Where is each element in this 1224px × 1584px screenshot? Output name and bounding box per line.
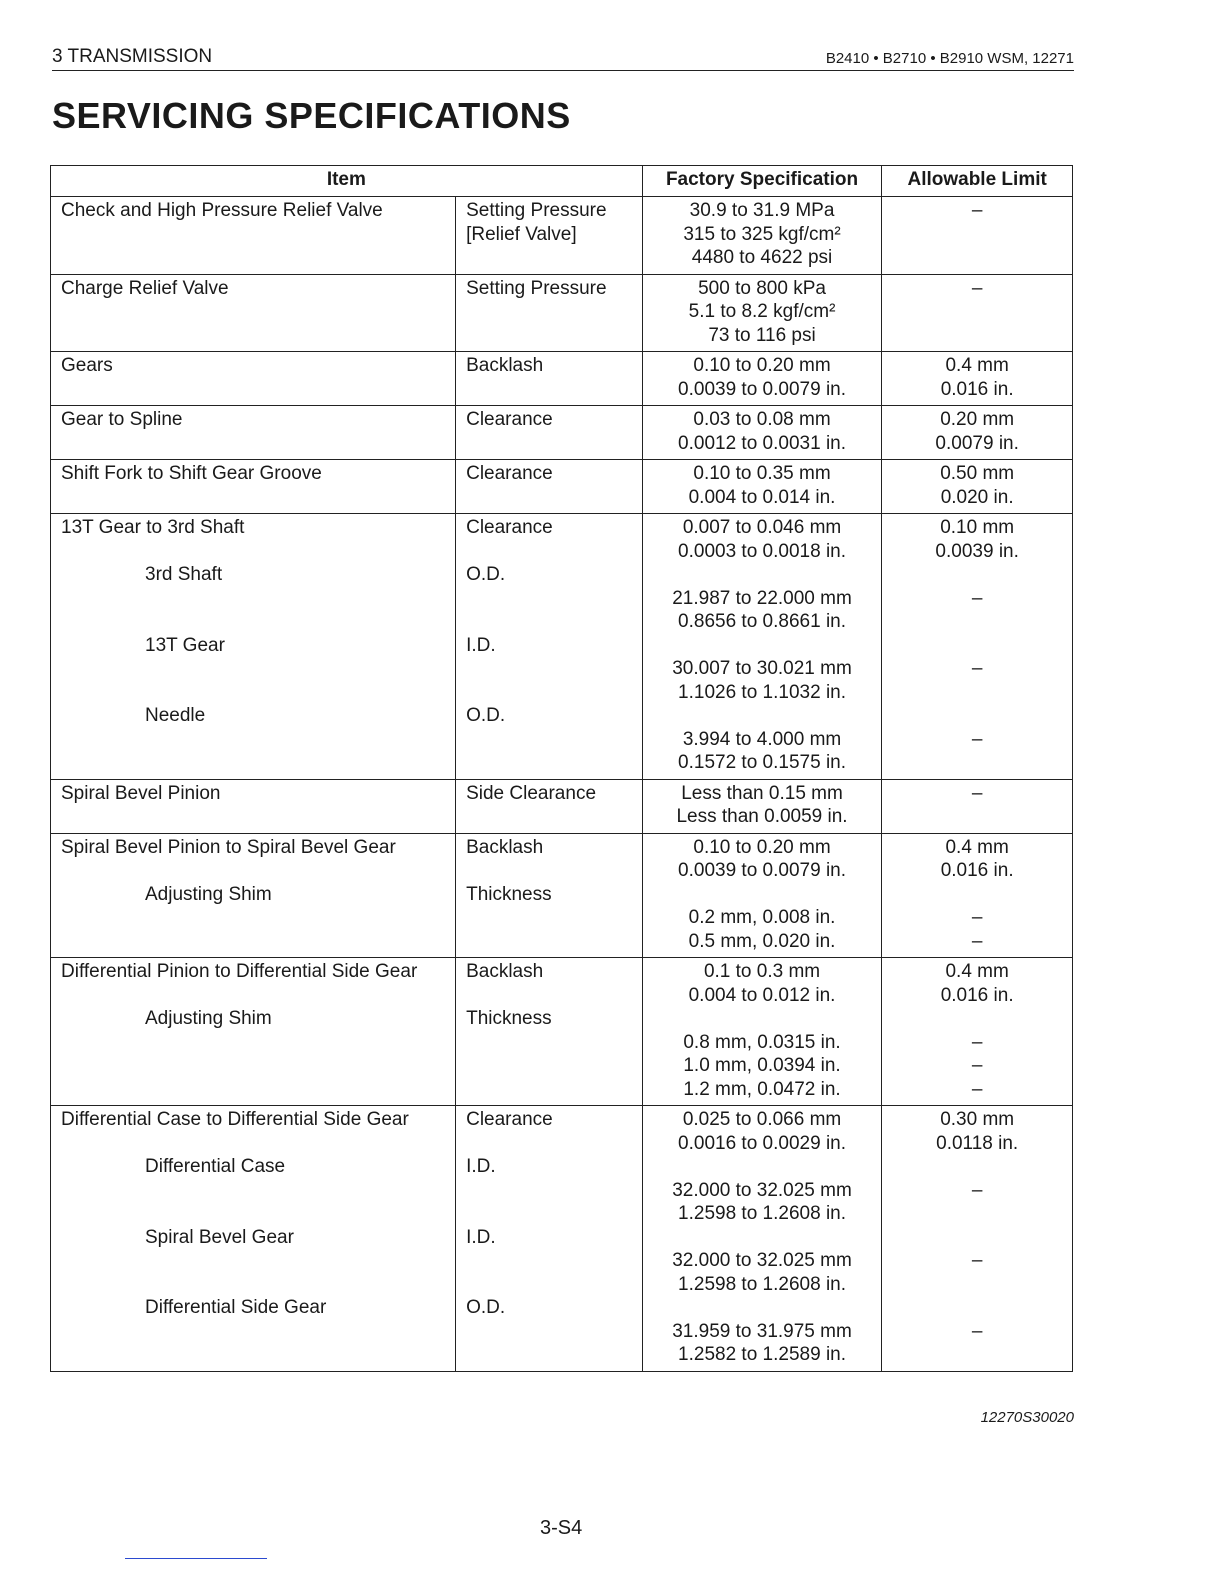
factory-spec-cell [642, 779, 882, 833]
sub-factory-spec-value: 31.959 to 31.975 mm [672, 1320, 852, 1342]
sub-factory-spec-value: 0.1572 to 0.1575 in. [678, 752, 847, 773]
sub-parameter-name: I.D. [466, 1226, 496, 1248]
page-header [52, 46, 1074, 71]
parameter-name: Clearance [466, 409, 553, 430]
factory-spec-cell [642, 197, 882, 275]
sub-factory-spec-value: 32.000 to 32.025 mm [672, 1250, 852, 1271]
parameter-cell [456, 406, 643, 460]
sub-allowable-limit-value: – [971, 1078, 983, 1100]
sub-item-name: Adjusting Shim [145, 883, 272, 905]
item-cell [51, 274, 456, 352]
parameter-name: Side Clearance [466, 782, 597, 804]
factory-spec-value: Less than 0.0059 in. [676, 806, 848, 827]
allowable-limit-cell [882, 352, 1073, 406]
table-row [51, 460, 1073, 514]
parameter-cell [456, 833, 643, 958]
allowable-limit-value: – [971, 200, 983, 221]
sub-allowable-limit-value: – [971, 1179, 983, 1201]
table-row [51, 352, 1073, 406]
sub-parameter-name: O.D. [466, 564, 506, 585]
parameter-name: Setting Pressure [466, 277, 607, 299]
factory-spec-cell [642, 274, 882, 352]
allowable-limit-value: 0.20 mm [940, 409, 1015, 430]
item-cell [51, 514, 456, 780]
item-cell [51, 1106, 456, 1372]
column-header-limit: Allowable Limit [882, 166, 1073, 197]
item-name: 13T Gear to 3rd Shaft [61, 517, 245, 538]
factory-spec-value: 0.1 to 0.3 mm [703, 961, 821, 982]
allowable-limit-cell [882, 1106, 1073, 1372]
sub-item-name: 3rd Shaft [145, 564, 223, 585]
table-row [51, 779, 1073, 833]
sub-factory-spec-value: 1.2598 to 1.2608 in. [678, 1203, 847, 1224]
parameter-name: Clearance [466, 1109, 553, 1130]
sub-item-name: Adjusting Shim [145, 1008, 272, 1029]
bottom-rule [125, 1558, 267, 1559]
sub-allowable-limit-value: – [971, 1320, 983, 1342]
allowable-limit-cell [882, 406, 1073, 460]
column-header-item: Item [51, 166, 643, 197]
table-row [51, 958, 1073, 1106]
parameter-cell [456, 779, 643, 833]
sub-allowable-limit-value: – [971, 1055, 983, 1076]
factory-spec-cell [642, 460, 882, 514]
parameter-name: Backlash [466, 836, 544, 858]
sub-factory-spec-value: 1.0 mm, 0.0394 in. [683, 1055, 841, 1076]
sub-factory-spec-value: 1.2582 to 1.2589 in. [678, 1344, 847, 1365]
allowable-limit-value: – [971, 782, 983, 804]
factory-spec-value: 0.0016 to 0.0029 in. [678, 1132, 847, 1154]
sub-factory-spec-value: 0.2 mm, 0.008 in. [688, 907, 836, 928]
sub-item-name: Spiral Bevel Gear [145, 1226, 294, 1248]
parameter-cell [456, 514, 643, 780]
table-row [51, 274, 1073, 352]
sub-factory-spec-value: 0.5 mm, 0.020 in. [688, 930, 836, 952]
spec-table-body [51, 197, 1073, 1372]
sub-item-name: Differential Case [145, 1156, 286, 1177]
item-cell [51, 958, 456, 1106]
parameter-cell [456, 197, 643, 275]
page-title: SERVICING SPECIFICATIONS [52, 95, 571, 136]
allowable-limit-value: 0.016 in. [940, 378, 1014, 400]
allowable-limit-value: 0.30 mm [940, 1109, 1015, 1130]
model-info: B2410 • B2710 • B2910 WSM, 12271 [825, 50, 1074, 67]
sub-item-name: Differential Side Gear [145, 1297, 327, 1318]
item-name: Differential Pinion to Differential Side Gear [61, 961, 418, 982]
sub-factory-spec-value: 21.987 to 22.000 mm [672, 587, 852, 609]
sub-parameter-name: O.D. [466, 1297, 506, 1318]
section-title: 3 TRANSMISSION [52, 46, 213, 67]
item-name: Check and High Pressure Relief Valve [61, 200, 383, 221]
factory-spec-value: 0.004 to 0.012 in. [688, 984, 836, 1006]
factory-spec-value: 0.10 to 0.20 mm [693, 355, 831, 376]
table-row [51, 197, 1073, 275]
factory-spec-cell [642, 833, 882, 958]
factory-spec-value: 4480 to 4622 psi [691, 247, 833, 268]
factory-spec-value: 315 to 325 kgf/cm² [683, 223, 841, 245]
sub-allowable-limit-value: – [971, 1250, 983, 1271]
sub-allowable-limit-value: – [971, 658, 983, 679]
column-header-factory: Factory Specification [642, 166, 882, 197]
sub-item-name: 13T Gear [145, 634, 225, 656]
factory-spec-value: 0.025 to 0.066 mm [682, 1109, 842, 1130]
sub-parameter-name: I.D. [466, 1156, 496, 1177]
allowable-limit-cell [882, 197, 1073, 275]
sub-parameter-name: Thickness [466, 883, 552, 905]
parameter-cell [456, 274, 643, 352]
allowable-limit-value: 0.50 mm [940, 463, 1015, 484]
item-name: Spiral Bevel Pinion [61, 782, 221, 804]
factory-spec-value: 5.1 to 8.2 kgf/cm² [688, 301, 836, 322]
sub-factory-spec-value: 1.2598 to 1.2608 in. [678, 1273, 847, 1295]
sub-factory-spec-value: 0.8656 to 0.8661 in. [678, 611, 847, 632]
parameter-name: Clearance [466, 517, 553, 538]
allowable-limit-cell [882, 958, 1073, 1106]
sub-factory-spec-value: 3.994 to 4.000 mm [682, 728, 842, 750]
factory-spec-value: 0.0039 to 0.0079 in. [678, 378, 847, 400]
factory-spec-value: 73 to 116 psi [708, 324, 816, 346]
parameter-cell [456, 352, 643, 406]
allowable-limit-cell [882, 514, 1073, 780]
item-name: Shift Fork to Shift Gear Groove [61, 463, 322, 484]
parameter-name: Backlash [466, 355, 544, 376]
factory-spec-value: 30.9 to 31.9 MPa [689, 200, 835, 221]
item-cell [51, 352, 456, 406]
sub-item-name: Needle [145, 705, 206, 726]
allowable-limit-value: 0.016 in. [940, 860, 1014, 881]
sub-allowable-limit-value: – [971, 587, 983, 609]
item-cell [51, 197, 456, 275]
factory-spec-cell [642, 1106, 882, 1372]
allowable-limit-value: 0.016 in. [940, 984, 1014, 1006]
allowable-limit-value: – [971, 277, 983, 299]
allowable-limit-value: 0.0118 in. [936, 1132, 1019, 1154]
sub-allowable-limit-value: – [971, 728, 983, 750]
parameter-name: Setting Pressure [466, 200, 607, 221]
item-name: Charge Relief Valve [61, 277, 229, 299]
allowable-limit-cell [882, 274, 1073, 352]
allowable-limit-cell [882, 833, 1073, 958]
sub-allowable-limit-value: – [971, 1031, 983, 1053]
sub-parameter-name: Thickness [466, 1008, 552, 1029]
factory-spec-cell [642, 406, 882, 460]
factory-spec-value: Less than 0.15 mm [681, 782, 843, 804]
sub-factory-spec-value: 0.8 mm, 0.0315 in. [683, 1031, 841, 1053]
sub-allowable-limit-value: – [971, 930, 983, 952]
table-row [51, 406, 1073, 460]
item-cell [51, 833, 456, 958]
factory-spec-cell [642, 352, 882, 406]
table-row [51, 833, 1073, 958]
sub-factory-spec-value: 30.007 to 30.021 mm [672, 658, 852, 679]
factory-spec-value: 0.004 to 0.014 in. [688, 486, 836, 508]
factory-spec-cell [642, 514, 882, 780]
parameter-cell [456, 958, 643, 1106]
parameter-name: Clearance [466, 463, 553, 484]
table-row [51, 514, 1073, 780]
document-code: 12270S30020 [980, 1409, 1074, 1426]
item-cell [51, 779, 456, 833]
item-cell [51, 406, 456, 460]
parameter-cell [456, 1106, 643, 1372]
sub-allowable-limit-value: – [971, 907, 983, 928]
factory-spec-value: 0.0003 to 0.0018 in. [678, 540, 847, 562]
allowable-limit-value: 0.4 mm [945, 836, 1009, 858]
spec-table [50, 165, 1073, 1372]
sub-factory-spec-value: 1.2 mm, 0.0472 in. [683, 1078, 841, 1100]
factory-spec-cell [642, 958, 882, 1106]
factory-spec-value: 0.0039 to 0.0079 in. [678, 860, 847, 881]
factory-spec-value: 0.10 to 0.35 mm [693, 463, 831, 484]
page-number: 3-S4 [540, 1517, 583, 1539]
item-name: Differential Case to Differential Side Gear [61, 1109, 409, 1130]
allowable-limit-cell [882, 460, 1073, 514]
parameter-name: [Relief Valve] [466, 223, 577, 245]
item-name: Gears [61, 355, 113, 376]
factory-spec-value: 0.03 to 0.08 mm [693, 409, 831, 430]
allowable-limit-cell [882, 779, 1073, 833]
parameter-cell [456, 460, 643, 514]
allowable-limit-value: 0.10 mm [940, 517, 1015, 538]
allowable-limit-value: 0.0039 in. [935, 540, 1019, 562]
factory-spec-value: 0.10 to 0.20 mm [693, 836, 831, 858]
allowable-limit-value: 0.020 in. [940, 486, 1014, 508]
allowable-limit-value: 0.0079 in. [935, 432, 1019, 454]
sub-parameter-name: O.D. [466, 705, 506, 726]
factory-spec-value: 0.007 to 0.046 mm [682, 517, 842, 538]
allowable-limit-value: 0.4 mm [945, 961, 1009, 982]
item-name: Spiral Bevel Pinion to Spiral Bevel Gear [61, 836, 396, 858]
item-cell [51, 460, 456, 514]
table-row [51, 1106, 1073, 1372]
table-header-row [51, 166, 1073, 197]
allowable-limit-value: 0.4 mm [945, 355, 1009, 376]
parameter-name: Backlash [466, 961, 544, 982]
sub-factory-spec-value: 1.1026 to 1.1032 in. [678, 681, 847, 703]
item-name: Gear to Spline [61, 409, 183, 430]
sub-parameter-name: I.D. [466, 634, 496, 656]
factory-spec-value: 500 to 800 kPa [698, 277, 826, 299]
sub-factory-spec-value: 32.000 to 32.025 mm [672, 1179, 852, 1201]
factory-spec-value: 0.0012 to 0.0031 in. [678, 432, 847, 454]
